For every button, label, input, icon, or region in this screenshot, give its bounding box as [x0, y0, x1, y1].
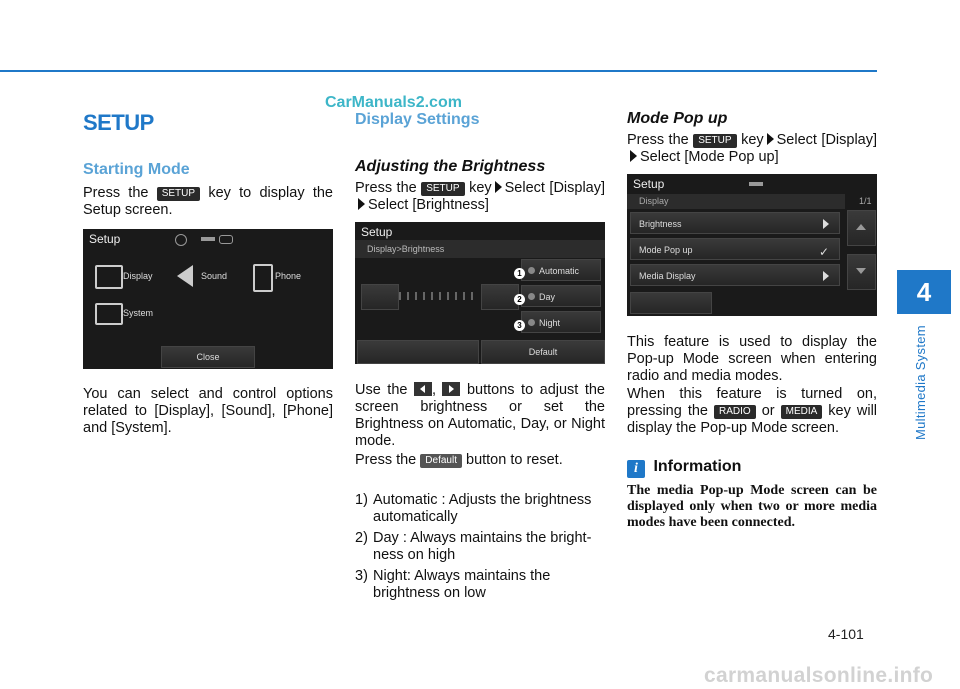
top-rule: [0, 70, 877, 72]
scroll-up-button[interactable]: [847, 210, 876, 246]
list-item: 1) Automatic : Adjusts the brightness automatically: [355, 492, 592, 525]
list-item: 3) Night: Always maintains the brightness on low: [355, 568, 551, 601]
menu-sound[interactable]: Sound: [201, 271, 228, 281]
col1-paragraph-1: Press the SETUP key to display the Setup screen.: [83, 185, 333, 218]
list-item: 2) Day : Always maintains the bright- ness on high: [355, 530, 592, 563]
check-icon: ✓: [818, 245, 829, 259]
row-mode-pop-up[interactable]: Mode Pop up ✓: [630, 238, 840, 260]
setup-screen: [83, 229, 333, 369]
speaker-icon: [177, 265, 193, 287]
brightness-screen: [355, 222, 605, 364]
radio-key-badge: RADIO: [714, 405, 756, 419]
heading-display-settings: Display Settings: [355, 111, 480, 128]
marker-3: 3: [514, 320, 525, 331]
menu-display[interactable]: Display: [123, 271, 153, 281]
page-indicator: 1/1: [859, 196, 872, 206]
right-button-icon: [442, 382, 460, 396]
phone-icon: [253, 264, 273, 292]
col3-paragraph-1: Press the SETUP key Select [Display] Select [Mode Pop up]: [627, 132, 878, 165]
setup-key-badge: SETUP: [421, 182, 464, 196]
default-key-badge: Default: [420, 454, 462, 468]
setup-key-badge: SETUP: [157, 187, 200, 201]
link-icon: [219, 235, 233, 244]
mode-list: [355, 492, 605, 606]
usb-icon: [749, 182, 763, 186]
heading-mode-pop-up: Mode Pop up: [627, 110, 728, 127]
usb-icon: [201, 237, 215, 241]
col2-paragraph-3: Press the Default button to reset.: [355, 452, 563, 468]
screen-title: Setup: [361, 225, 393, 239]
setup-key-badge: SETUP: [693, 134, 736, 148]
chevron-right-icon: [823, 219, 829, 229]
arrow-right-icon: [358, 198, 365, 210]
marker-1: 1: [514, 268, 525, 279]
menu-system[interactable]: System: [123, 308, 154, 318]
chapter-label: Multimedia System: [913, 325, 928, 440]
media-key-badge: MEDIA: [781, 405, 823, 419]
watermark-bottom: carmanualsonline.info: [704, 664, 934, 687]
col3-paragraph-3: When this feature is turned on, pressing the RADIO or MEDIA key will display the Pop-up Mode screen.: [627, 386, 878, 436]
arrow-right-icon: [630, 150, 637, 162]
chevron-right-icon: [823, 271, 829, 281]
close-button[interactable]: Close: [161, 346, 255, 368]
back-button[interactable]: [630, 292, 712, 314]
screen-title: Setup: [633, 177, 665, 191]
brightness-decrease-button[interactable]: [361, 284, 399, 310]
section-title: SETUP: [83, 110, 154, 135]
heading-starting-mode: Starting Mode: [83, 161, 190, 178]
menu-phone[interactable]: Phone: [275, 271, 302, 281]
information-body: The media Pop-up Mode screen can be displayed only when two or more media modes have been connected.: [627, 483, 877, 530]
back-button[interactable]: [357, 340, 479, 364]
chevron-up-icon: [856, 224, 866, 230]
information-icon: i: [627, 460, 645, 478]
heading-adjusting-brightness: Adjusting the Brightness: [355, 158, 546, 175]
brightness-level-bar: [399, 292, 479, 300]
display-icon: [95, 265, 123, 289]
settings-status-icon: [175, 234, 187, 246]
breadcrumb: Display: [639, 196, 669, 206]
chevron-down-icon: [856, 268, 866, 274]
marker-2: 2: [514, 294, 525, 305]
page-number: 4-101: [828, 626, 864, 642]
row-media-display[interactable]: Media Display: [630, 264, 840, 286]
information-heading: i Information: [627, 458, 741, 478]
col1-paragraph-2: You can select and control options related to [Display], [Sound], [Phone] and [System].: [83, 386, 333, 436]
row-brightness[interactable]: Brightness: [630, 212, 840, 234]
chapter-tab: 4: [897, 270, 951, 314]
system-folder-icon: [95, 303, 123, 325]
option-night[interactable]: Night: [521, 311, 601, 333]
breadcrumb: Display>Brightness: [367, 244, 445, 254]
watermark-top: CarManuals2.com: [325, 94, 462, 111]
scroll-down-button[interactable]: [847, 254, 876, 290]
option-day[interactable]: Day: [521, 285, 601, 307]
option-automatic[interactable]: Automatic: [521, 259, 601, 281]
col2-paragraph-1: Press the SETUP key Select [Display] Select [Brightness]: [355, 180, 606, 213]
default-button[interactable]: Default: [481, 340, 605, 364]
screen-title: Setup: [89, 232, 121, 246]
col3-paragraph-2: This feature is used to display the Pop-up Mode screen when entering radio and media modes.: [627, 334, 877, 384]
left-button-icon: [414, 382, 432, 396]
mode-popup-screen: [627, 174, 877, 316]
arrow-right-icon: [767, 133, 774, 145]
arrow-right-icon: [495, 181, 502, 193]
col2-paragraph-2: Use the , buttons to adjust the screen brightness or set the Brightness on Automatic, Day, or Night mode.: [355, 382, 605, 449]
